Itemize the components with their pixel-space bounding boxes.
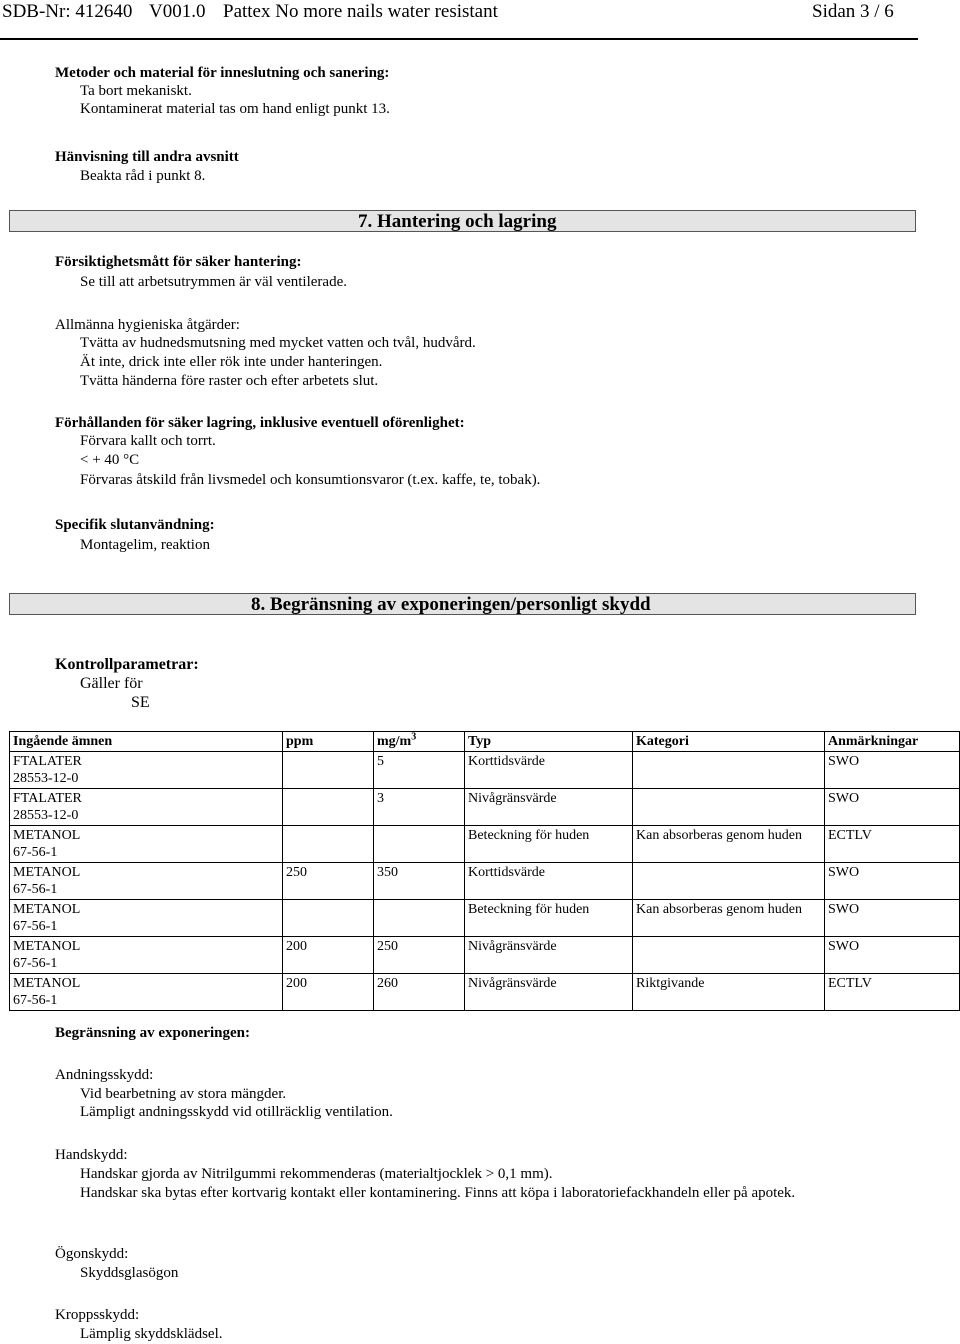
exposure-limits-table — [9, 731, 960, 1011]
hygiene-line: Tvätta händerna före raster och efter arbetets slut. — [80, 373, 379, 389]
remarks-cell: SWO — [825, 900, 960, 937]
remarks-cell: SWO — [825, 863, 960, 900]
category-cell: Kan absorberas genom huden — [633, 900, 825, 937]
cas-number: 28553-12-0 — [13, 808, 79, 823]
ppm-cell: 200 — [283, 937, 374, 974]
containment-line: Ta bort mekaniskt. — [80, 83, 192, 99]
containment-line: Kontaminerat material tas om hand enligt punkt 13. — [80, 101, 390, 117]
mg-cell — [374, 826, 465, 863]
table-row — [10, 789, 960, 826]
ppm-cell — [283, 826, 374, 863]
section-7-title: 7. Hantering och lagring — [358, 211, 557, 232]
column-header-remarks: Anmärkningar — [825, 732, 960, 752]
hygiene-line: Tvätta av hudnedsmutsning med mycket vatten och tvål, hudvård. — [80, 335, 476, 351]
respiratory-protection-line: Lämpligt andningsskydd vid otillräcklig ventilation. — [80, 1104, 393, 1120]
mg-cell — [374, 900, 465, 937]
table-row — [10, 974, 960, 1011]
cas-number: 67-56-1 — [13, 993, 58, 1008]
reference-heading: Hänvisning till andra avsnitt — [55, 149, 239, 165]
storage-line: Förvaras åtskild från livsmedel och konsumtionsvaror (t.ex. kaffe, te, tobak). — [80, 472, 541, 488]
table-row — [10, 826, 960, 863]
column-header-ppm: ppm — [283, 732, 374, 752]
substance-cell — [10, 789, 283, 826]
substance-name: METANOL — [13, 828, 81, 843]
type-cell: Nivågränsvärde — [465, 937, 633, 974]
body-protection-heading: Kroppsskydd: — [55, 1307, 140, 1323]
mg-cell: 250 — [374, 937, 465, 974]
category-cell: Kan absorberas genom huden — [633, 826, 825, 863]
remarks-cell: SWO — [825, 789, 960, 826]
table-row — [10, 863, 960, 900]
column-header-mg-m3 — [374, 732, 465, 752]
category-cell — [633, 937, 825, 974]
control-parameters-heading: Kontrollparametrar: — [55, 656, 199, 673]
cas-number: 67-56-1 — [13, 956, 58, 971]
mg-unit: mg/m — [377, 734, 412, 749]
hygiene-heading: Allmänna hygieniska åtgärder: — [55, 317, 240, 333]
safe-handling-line: Se till att arbetsutrymmen är väl ventilerade. — [80, 274, 347, 290]
cas-number: 28553-12-0 — [13, 771, 79, 786]
table-row — [10, 900, 960, 937]
remarks-cell: ECTLV — [825, 974, 960, 1011]
mg-cell: 350 — [374, 863, 465, 900]
table-row — [10, 937, 960, 974]
substance-cell — [10, 752, 283, 789]
ppm-cell — [283, 752, 374, 789]
end-use-heading: Specifik slutanvändning: — [55, 517, 215, 533]
storage-heading: Förhållanden för säker lagring, inklusive eventuell oförenlighet: — [55, 415, 465, 431]
storage-line: Förvara kallt och torrt. — [80, 433, 216, 449]
respiratory-protection-heading: Andningsskydd: — [55, 1067, 154, 1083]
substance-name: METANOL — [13, 939, 81, 954]
mg-cell: 3 — [374, 789, 465, 826]
respiratory-protection-line: Vid bearbetning av stora mängder. — [80, 1086, 287, 1102]
substance-cell — [10, 974, 283, 1011]
type-cell: Nivågränsvärde — [465, 789, 633, 826]
hand-protection-line: Handskar gjorda av Nitrilgummi rekommenderas (materialtjocklek > 0,1 mm). — [80, 1166, 553, 1182]
section-7-title-bar — [9, 210, 916, 232]
substance-cell — [10, 900, 283, 937]
mg-cell: 5 — [374, 752, 465, 789]
type-cell: Korttidsvärde — [465, 863, 633, 900]
cas-number: 67-56-1 — [13, 919, 58, 934]
ppm-cell: 200 — [283, 974, 374, 1011]
category-cell — [633, 752, 825, 789]
substance-name: METANOL — [13, 865, 81, 880]
substance-cell — [10, 937, 283, 974]
reference-line: Beakta råd i punkt 8. — [80, 168, 206, 184]
ppm-cell: 250 — [283, 863, 374, 900]
remarks-cell: SWO — [825, 752, 960, 789]
substance-cell — [10, 826, 283, 863]
section-8-title: 8. Begränsning av exponeringen/personligt skydd — [251, 594, 651, 615]
end-use-line: Montagelim, reaktion — [80, 537, 210, 553]
safe-handling-heading: Försiktighetsmått för säker hantering: — [55, 254, 302, 270]
ppm-cell — [283, 789, 374, 826]
column-header-type: Typ — [465, 732, 633, 752]
category-cell — [633, 789, 825, 826]
substance-name: FTALATER — [13, 791, 82, 806]
body-protection-line: Lämplig skyddsklädsel. — [80, 1326, 223, 1342]
applies-for-country: SE — [131, 694, 150, 711]
mg-cell: 260 — [374, 974, 465, 1011]
type-cell: Nivågränsvärde — [465, 974, 633, 1011]
table-header-row — [10, 732, 960, 752]
cas-number: 67-56-1 — [13, 882, 58, 897]
hand-protection-line: Handskar ska bytas efter kortvarig kontakt eller kontaminering. Finns att köpa i laboratoriefackhandeln eller på apotek. — [80, 1185, 796, 1201]
header-divider — [0, 38, 918, 40]
containment-heading: Metoder och material för inneslutning och sanering: — [55, 65, 390, 81]
page-number: Sidan 3 / 6 — [812, 1, 894, 22]
storage-line: < + 40 °C — [80, 452, 140, 468]
table-row — [10, 752, 960, 789]
eye-protection-heading: Ögonskydd: — [55, 1246, 129, 1262]
substance-name: METANOL — [13, 976, 81, 991]
mg-unit-exponent: 3 — [411, 731, 417, 743]
cas-number: 67-56-1 — [13, 845, 58, 860]
exposure-controls-heading: Begränsning av exponeringen: — [55, 1025, 251, 1041]
product-name: Pattex No more nails water resistant — [223, 1, 498, 22]
eye-protection-line: Skyddsglasögon — [80, 1265, 179, 1281]
substance-name: METANOL — [13, 902, 81, 917]
category-cell — [633, 863, 825, 900]
category-cell: Riktgivande — [633, 974, 825, 1011]
hygiene-line: Ät inte, drick inte eller rök inte under hanteringen. — [80, 354, 383, 370]
remarks-cell: ECTLV — [825, 826, 960, 863]
section-8-title-bar — [9, 593, 916, 615]
document-version: V001.0 — [149, 1, 206, 22]
column-header-category: Kategori — [633, 732, 825, 752]
applies-for-label: Gäller för — [80, 675, 143, 692]
substance-cell — [10, 863, 283, 900]
remarks-cell: SWO — [825, 937, 960, 974]
type-cell: Beteckning för huden — [465, 826, 633, 863]
type-cell: Korttidsvärde — [465, 752, 633, 789]
ppm-cell — [283, 900, 374, 937]
type-cell: Beteckning för huden — [465, 900, 633, 937]
hand-protection-heading: Handskydd: — [55, 1147, 128, 1163]
document-id: SDB-Nr: 412640 — [2, 1, 133, 22]
substance-name: FTALATER — [13, 754, 82, 769]
column-header-substance: Ingående ämnen — [10, 732, 283, 752]
